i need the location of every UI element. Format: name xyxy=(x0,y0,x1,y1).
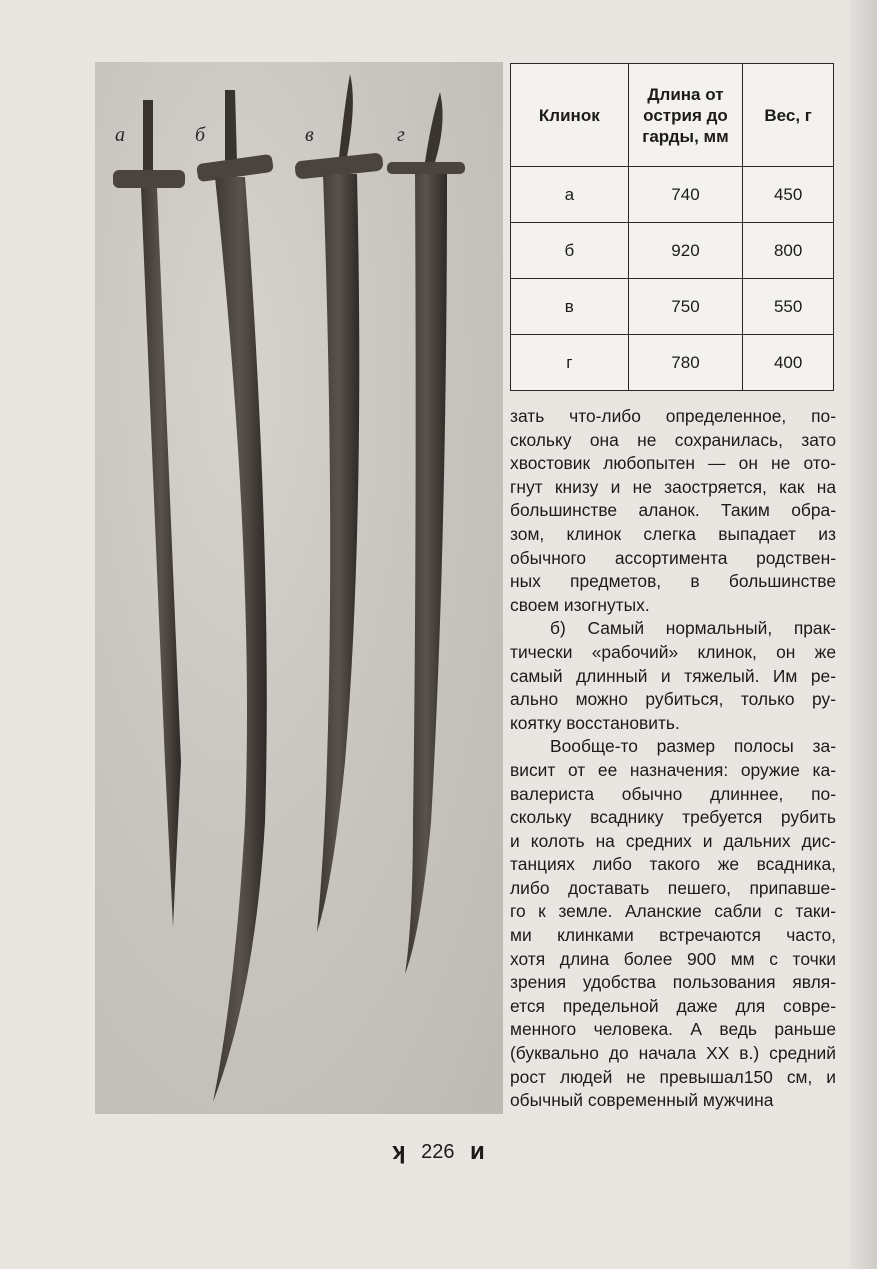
text-line: ных предметов, в большинстве xyxy=(510,571,836,592)
cell-weight: 800 xyxy=(743,223,834,279)
table-row xyxy=(511,335,834,391)
text-line: либо доставать пешего, припавше- xyxy=(510,877,836,898)
text-line: обычный современный мужчина xyxy=(510,1090,774,1111)
sabre-label-a: а xyxy=(115,124,125,146)
sabre-a xyxy=(113,100,185,927)
page-footer xyxy=(0,1138,877,1166)
text-line: зрения удобства пользования явля- xyxy=(510,972,836,993)
sabre-spec-table xyxy=(510,63,834,391)
table-row xyxy=(511,223,834,279)
cell-weight: 550 xyxy=(743,279,834,335)
text-line: ется предельной даже для совре- xyxy=(510,995,836,1016)
table-row xyxy=(511,167,834,223)
text-line: ально можно рубиться, только ру- xyxy=(510,689,836,710)
text-line: коятку восстановить. xyxy=(510,712,680,733)
cell-weight: 400 xyxy=(743,335,834,391)
text-line: рост людей не превышал150 см, и xyxy=(510,1066,836,1087)
text-line: ми клинками встречаются часто, xyxy=(510,925,836,946)
col-header-length: Длина от острия до гарды, мм xyxy=(628,64,743,167)
cell-blade: г xyxy=(511,335,629,391)
cell-blade: а xyxy=(511,167,629,223)
text-line: (буквально до начала XX в.) средний xyxy=(510,1043,836,1064)
text-line: зать что-либо определенное, по- xyxy=(510,406,836,426)
sabre-label-b: б xyxy=(195,124,206,146)
cell-length: 750 xyxy=(628,279,743,335)
text-line: хвостовик любопытен — он не ото- xyxy=(510,453,836,474)
ornament-left-icon: ʞ xyxy=(392,1138,406,1165)
text-line: гнут книзу и не заостряется, как на xyxy=(510,476,836,497)
col-header-blade: Клинок xyxy=(511,64,629,167)
cell-blade: б xyxy=(511,223,629,279)
text-line: и колоть на средних и дальних дис- xyxy=(510,830,836,851)
sabre-d xyxy=(387,92,465,974)
sabre-c xyxy=(294,74,383,932)
cell-weight: 450 xyxy=(743,167,834,223)
text-line: своем изогнутых. xyxy=(510,594,650,615)
text-line: танциях либо такого же всадника, xyxy=(510,854,836,875)
text-line: Вообще-то размер полосы за- xyxy=(550,736,836,757)
text-line: валериста обычно длиннее, по- xyxy=(510,783,836,804)
text-line: зом, клинок слегка выпадает из xyxy=(510,523,836,544)
sabres-illustration xyxy=(95,62,503,1114)
cell-length: 920 xyxy=(628,223,743,279)
sabres-photo xyxy=(95,62,503,1114)
text-line: тически «рабочий» клинок, он же xyxy=(510,641,836,662)
page-edge xyxy=(849,0,877,1269)
text-line: обычного ассортимента родствен- xyxy=(510,547,836,568)
text-line: висит от ее назначения: оружие ка- xyxy=(510,759,836,780)
text-line: менного человека. А ведь раньше xyxy=(510,1019,836,1040)
text-line: хотя длина более 900 мм с точки xyxy=(510,948,836,969)
sabre-label-d: г xyxy=(397,124,405,146)
ornament-right-icon: ᴎ xyxy=(470,1138,485,1165)
cell-length: 740 xyxy=(628,167,743,223)
cell-blade: в xyxy=(511,279,629,335)
sabre-label-c: в xyxy=(305,124,314,146)
cell-length: 780 xyxy=(628,335,743,391)
text-line: большинстве аланок. Таким обра- xyxy=(510,500,836,521)
text-line: скольку она не сохранилась, зато xyxy=(510,429,836,450)
text-line: б) Самый нормальный, прак- xyxy=(550,618,836,639)
table-header-row xyxy=(511,64,834,167)
text-line: го к земле. Аланские сабли с таки- xyxy=(510,901,836,922)
table-row xyxy=(511,279,834,335)
text-line: самый длинный и тяжелый. Им ре- xyxy=(510,665,836,686)
sabre-b xyxy=(196,90,274,1102)
page-number: 226 xyxy=(421,1140,455,1163)
col-header-weight: Вес, г xyxy=(743,64,834,167)
body-text xyxy=(510,405,836,1113)
text-line: скольку всаднику требуется рубить xyxy=(510,807,836,828)
